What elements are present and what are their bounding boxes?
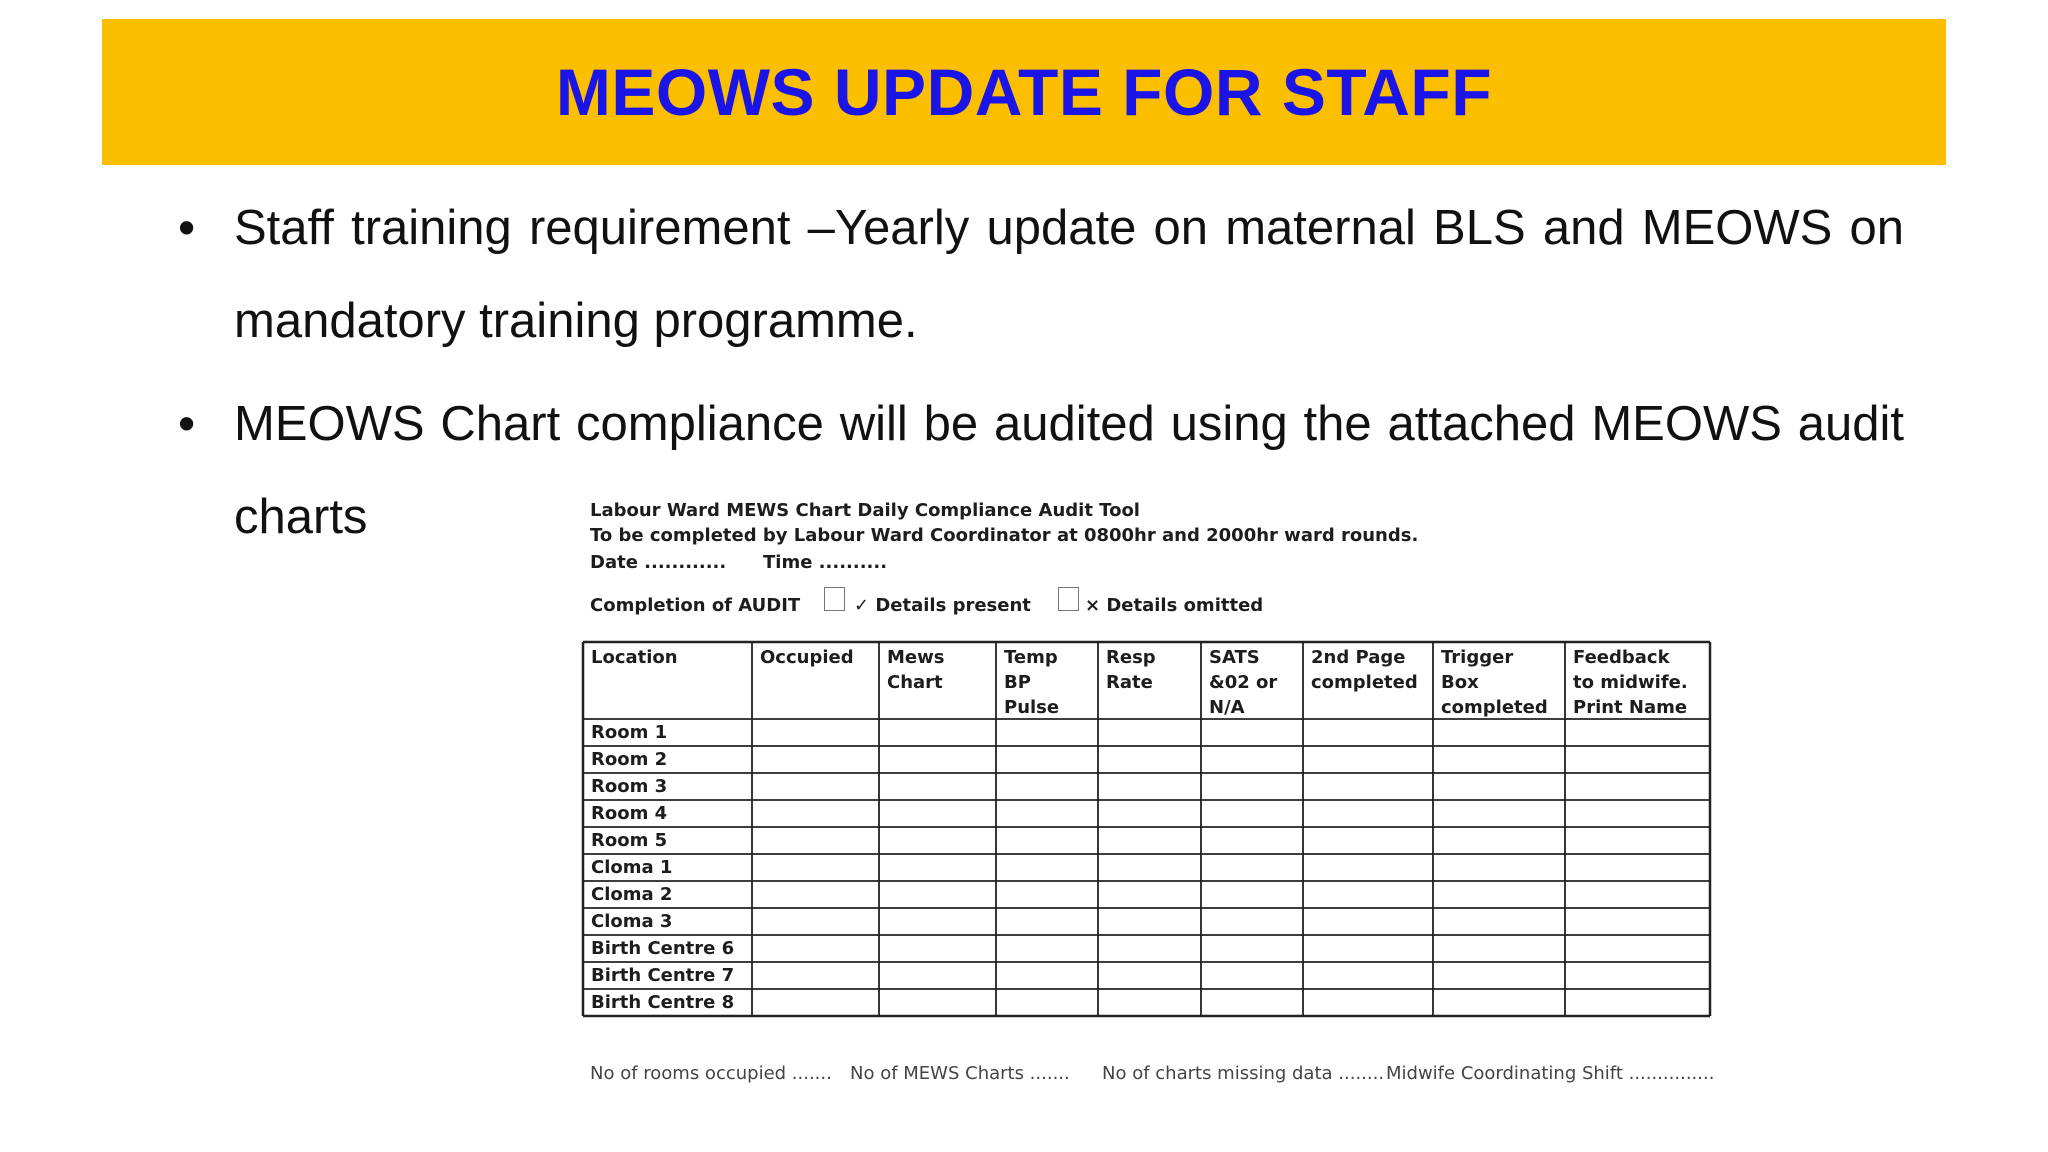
column-header: completed <box>1441 697 1548 718</box>
row-location-label: Room 1 <box>591 722 668 743</box>
slide-title: MEOWS UPDATE FOR STAFF <box>555 55 1493 129</box>
column-header: SATS <box>1209 647 1260 668</box>
column-header: Pulse <box>1004 697 1060 718</box>
completion-label: Completion of AUDIT <box>590 595 801 616</box>
column-header: 2nd Page <box>1311 647 1406 668</box>
row-location-label: Room 2 <box>591 749 668 770</box>
row-location-label: Cloma 1 <box>591 857 673 878</box>
column-header: N/A <box>1209 697 1245 718</box>
present-label: ✓ Details present <box>854 595 1031 616</box>
column-header: Mews <box>887 647 945 668</box>
date-field-label: Date ............ <box>590 552 727 573</box>
row-location-label: Birth Centre 7 <box>591 965 735 986</box>
bullet-symbol: • <box>178 201 196 255</box>
bullet-symbol: • <box>178 397 196 451</box>
column-header: Temp <box>1004 647 1058 668</box>
column-header: &02 or <box>1209 672 1278 693</box>
column-header: Chart <box>887 672 943 693</box>
row-location-label: Room 5 <box>591 830 668 851</box>
bullet-text: MEOWS Chart compliance will be audited using the attached MEOWS audit charts <box>234 397 1904 544</box>
footer-mews-charts: No of MEWS Charts ....... <box>850 1063 1070 1084</box>
omitted-label: × Details omitted <box>1085 595 1264 616</box>
bullet-text: Staff training requirement –Yearly update on maternal BLS and MEOWS on mandatory training programme. <box>234 201 1904 348</box>
footer-missing-data: No of charts missing data ........ <box>1102 1063 1385 1084</box>
column-header: Occupied <box>760 647 854 668</box>
column-header: Box <box>1441 672 1479 693</box>
row-location-label: Room 3 <box>591 776 668 797</box>
title-banner <box>102 19 1946 165</box>
column-header: completed <box>1311 672 1418 693</box>
footer-coordinating-shift: Midwife Coordinating Shift ............... <box>1386 1063 1715 1084</box>
column-header: Resp <box>1106 647 1156 668</box>
audit-form-image <box>578 498 1718 1150</box>
column-header: to midwife. <box>1573 672 1688 693</box>
row-location-label: Room 4 <box>591 803 668 824</box>
column-header: BP <box>1004 672 1031 693</box>
column-header: Print Name <box>1573 697 1688 718</box>
row-location-label: Birth Centre 6 <box>591 938 735 959</box>
audit-form-instructions: To be completed by Labour Ward Coordinator at 0800hr and 2000hr ward rounds. <box>590 525 1419 546</box>
footer-rooms-occupied: No of rooms occupied ....... <box>590 1063 832 1084</box>
audit-table-grid <box>578 498 1718 1028</box>
column-header: Trigger <box>1441 647 1514 668</box>
audit-form-title: Labour Ward MEWS Chart Daily Compliance Audit Tool <box>590 500 1140 521</box>
bullet-item-training <box>178 182 1904 368</box>
row-location-label: Cloma 3 <box>591 911 673 932</box>
row-location-label: Birth Centre 8 <box>591 992 735 1013</box>
column-header: Rate <box>1106 672 1153 693</box>
column-header: Feedback <box>1573 647 1670 668</box>
column-header: Location <box>591 647 678 668</box>
time-field-label: Time .......... <box>763 552 888 573</box>
row-location-label: Cloma 2 <box>591 884 673 905</box>
